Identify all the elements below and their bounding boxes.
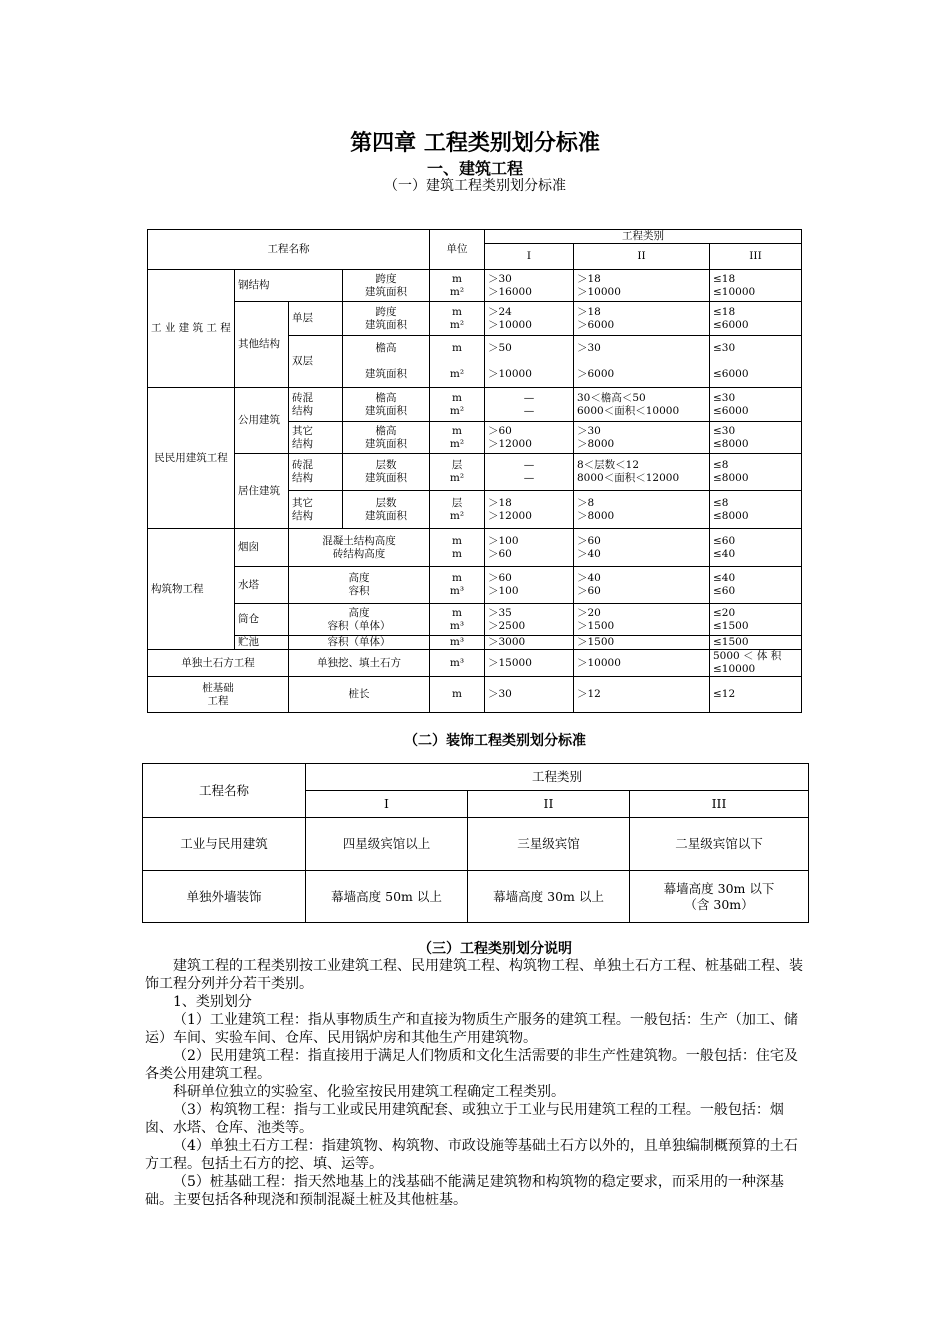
pub-brick-class-3: ≤30 ≤6000 [710, 388, 802, 422]
single-param: 跨度 建筑面积 [343, 302, 430, 336]
t2-header-category: 工程类别 [306, 764, 809, 791]
single-class-1: ＞24 ＞10000 [485, 302, 574, 336]
pool-label: 贮池 [235, 636, 289, 650]
pub-other-param: 檐高 建筑面积 [343, 422, 430, 454]
pub-brick-unit: m m² [430, 388, 485, 422]
paragraph: （2）民用建筑工程：指直接用于满足人们物质和文化生活需要的非生产性建筑物。一般包括：住宅及各类公用建筑工程。 [145, 1048, 798, 1082]
paragraph: （1）工业建筑工程：指从事物质生产和直接为物质生产服务的建筑工程。一般包括：生产（加工、储运）车间、实验车间、仓库、民用锅炉房和其他生产用建筑物。 [145, 1012, 798, 1046]
earthwork-label: 单独土石方工程 [148, 650, 289, 677]
earthwork-param: 单独挖、填土石方 [289, 650, 430, 677]
table-row [143, 871, 809, 923]
pile-class-1: ＞30 [485, 677, 574, 713]
t2-row-class-2: 三星级宾馆 [468, 818, 630, 871]
chimney-param: 混凝土结构高度 砖结构高度 [289, 529, 430, 567]
pile-label: 桩基础 工程 [148, 677, 289, 713]
res-other-class-3: ≤8 ≤8000 [710, 491, 802, 529]
header-class-1: I [485, 244, 574, 270]
silo-unit: m m³ [430, 604, 485, 636]
water-tower-class-3: ≤40 ≤60 [710, 567, 802, 604]
res-other-label: 其它 结构 [289, 491, 343, 529]
pile-unit: m [430, 677, 485, 713]
pile-class-3: ≤12 [710, 677, 802, 713]
silo-param: 高度 容积（单体） [289, 604, 430, 636]
chimney-class-1: ＞100 ＞60 [485, 529, 574, 567]
pub-other-class-2: ＞30 ＞8000 [574, 422, 710, 454]
t2-row-class-2: 幕墙高度 30m 以上 [468, 871, 630, 923]
single-class-3: ≤18 ≤6000 [710, 302, 802, 336]
t2-row-name: 单独外墙装饰 [143, 871, 306, 923]
earthwork-unit: m³ [430, 650, 485, 677]
pool-class-3: ≤1500 [710, 636, 802, 650]
t2-header-class-3: III [630, 791, 809, 818]
pub-brick-label: 砖混 结构 [289, 388, 343, 422]
chimney-unit: m m [430, 529, 485, 567]
res-other-unit: 层 m² [430, 491, 485, 529]
res-brick-class-2: 8＜层数＜12 8000＜面积＜12000 [574, 454, 710, 491]
res-brick-param: 层数 建筑面积 [343, 454, 430, 491]
industrial-label: 工 业 建 筑 工 程 [148, 270, 235, 388]
water-tower-unit: m m³ [430, 567, 485, 604]
res-brick-class-1: — — [485, 454, 574, 491]
decoration-category-table [142, 763, 809, 923]
steel-label: 钢结构 [235, 270, 343, 302]
pool-class-1: ＞3000 [485, 636, 574, 650]
residential-label: 居住建筑 [235, 454, 289, 529]
section-heading-1: 一、建筑工程 [426, 159, 523, 178]
res-other-param: 层数 建筑面积 [343, 491, 430, 529]
pool-class-2: ＞1500 [574, 636, 710, 650]
double-area-class-1: ＞10000 [485, 362, 574, 388]
double-unit-m: m [430, 336, 485, 362]
pub-brick-class-1: — — [485, 388, 574, 422]
double-unit-m2: m² [430, 362, 485, 388]
double-height-class-1: ＞50 [485, 336, 574, 362]
chimney-class-3: ≤60 ≤40 [710, 529, 802, 567]
res-other-class-1: ＞18 ＞12000 [485, 491, 574, 529]
pub-other-unit: m m² [430, 422, 485, 454]
double-height-class-2: ＞30 [574, 336, 710, 362]
single-unit: m m² [430, 302, 485, 336]
t2-header-class-1: I [306, 791, 468, 818]
table-row [143, 818, 809, 871]
paragraph: 建筑工程的工程类别按工业建筑工程、民用建筑工程、构筑物工程、单独土石方工程、桩基础工程、装饰工程分列并分若干类别。 [145, 958, 803, 992]
t2-row-class-1: 幕墙高度 50m 以上 [306, 871, 468, 923]
chimney-class-2: ＞60 ＞40 [574, 529, 710, 567]
water-tower-param: 高度 容积 [289, 567, 430, 604]
earthwork-class-3: 5000 ＜ 体 积 ≤10000 [710, 650, 802, 677]
paragraph: 科研单位独立的实验室、化验室按民用建筑工程确定工程类别。 [173, 1084, 565, 1100]
pub-other-class-3: ≤30 ≤8000 [710, 422, 802, 454]
water-tower-class-1: ＞60 ＞100 [485, 567, 574, 604]
t2-row-class-1: 四星级宾馆以上 [306, 818, 468, 871]
pub-other-label: 其它 结构 [289, 422, 343, 454]
steel-unit: m m² [430, 270, 485, 302]
pub-brick-param: 檐高 建筑面积 [343, 388, 430, 422]
res-other-class-2: ＞8 ＞8000 [574, 491, 710, 529]
structures-label: 构筑物工程 [148, 529, 235, 650]
res-brick-class-3: ≤8 ≤8000 [710, 454, 802, 491]
double-param-area: 建筑面积 [343, 362, 430, 388]
double-height-class-3: ≤30 [710, 336, 802, 362]
steel-class-3: ≤18 ≤10000 [710, 270, 802, 302]
steel-class-2: ＞18 ＞10000 [574, 270, 710, 302]
chimney-label: 烟囱 [235, 529, 289, 567]
res-brick-unit: 层 m² [430, 454, 485, 491]
t2-row-name: 工业与民用建筑 [143, 818, 306, 871]
section-subheading-1: （一）建筑工程类别划分标准 [384, 178, 566, 194]
paragraph: （5）桩基础工程：指天然地基上的浅基础不能满足建筑物和构筑物的稳定要求，而采用的一种深基础。主要包括各种现浇和预制混凝土桩及其他桩基。 [145, 1174, 784, 1208]
pool-unit: m³ [430, 636, 485, 650]
pub-brick-class-2: 30＜檐高＜50 6000＜面积＜10000 [574, 388, 710, 422]
header-name: 工程名称 [148, 230, 430, 270]
pile-param: 桩长 [289, 677, 430, 713]
explanation-text [145, 957, 807, 1209]
single-class-2: ＞18 ＞6000 [574, 302, 710, 336]
section-subheading-3: （三）工程类别划分说明 [418, 941, 572, 957]
earthwork-class-1: ＞15000 [485, 650, 574, 677]
silo-class-2: ＞20 ＞1500 [574, 604, 710, 636]
water-tower-class-2: ＞40 ＞60 [574, 567, 710, 604]
double-area-class-2: ＞6000 [574, 362, 710, 388]
silo-class-3: ≤20 ≤1500 [710, 604, 802, 636]
header-category: 工程类别 [485, 230, 802, 244]
other-struct-label: 其他结构 [235, 302, 289, 388]
public-building-label: 公用建筑 [235, 388, 289, 454]
paragraph: （4）单独土石方工程：指建筑物、构筑物、市政设施等基础土石方以外的，且单独编制概预算的土石方工程。包括土石方的挖、填、运等。 [145, 1138, 798, 1172]
civil-label: 民民用建筑工程 [148, 388, 235, 529]
header-unit: 单位 [430, 230, 485, 270]
section-subheading-2: （二）装饰工程类别划分标准 [404, 733, 586, 749]
silo-label: 筒仓 [235, 604, 289, 636]
t2-row-class-3: 幕墙高度 30m 以下 （含 30m） [630, 871, 809, 923]
double-area-class-3: ≤6000 [710, 362, 802, 388]
building-category-table [147, 229, 802, 713]
header-class-2: II [574, 244, 710, 270]
t2-row-class-3: 二星级宾馆以下 [630, 818, 809, 871]
res-brick-label: 砖混 结构 [289, 454, 343, 491]
pool-param: 容积（单体） [289, 636, 430, 650]
single-storey-label: 单层 [289, 302, 343, 336]
paragraph: （3）构筑物工程：指与工业或民用建筑配套、或独立于工业与民用建筑工程的工程。一般包括：烟囱、水塔、仓库、池类等。 [145, 1102, 784, 1136]
double-param-height: 檐高 [343, 336, 430, 362]
t2-header-name: 工程名称 [143, 764, 306, 818]
pub-other-class-1: ＞60 ＞12000 [485, 422, 574, 454]
silo-class-1: ＞35 ＞2500 [485, 604, 574, 636]
water-tower-label: 水塔 [235, 567, 289, 604]
header-class-3: III [710, 244, 802, 270]
earthwork-class-2: ＞10000 [574, 650, 710, 677]
chapter-title: 第四章 工程类别划分标准 [350, 131, 600, 156]
double-storey-label: 双层 [289, 336, 343, 388]
pile-class-2: ＞12 [574, 677, 710, 713]
steel-param: 跨度 建筑面积 [343, 270, 430, 302]
paragraph: 1、类别划分 [173, 994, 252, 1010]
steel-class-1: ＞30 ＞16000 [485, 270, 574, 302]
t2-header-class-2: II [468, 791, 630, 818]
